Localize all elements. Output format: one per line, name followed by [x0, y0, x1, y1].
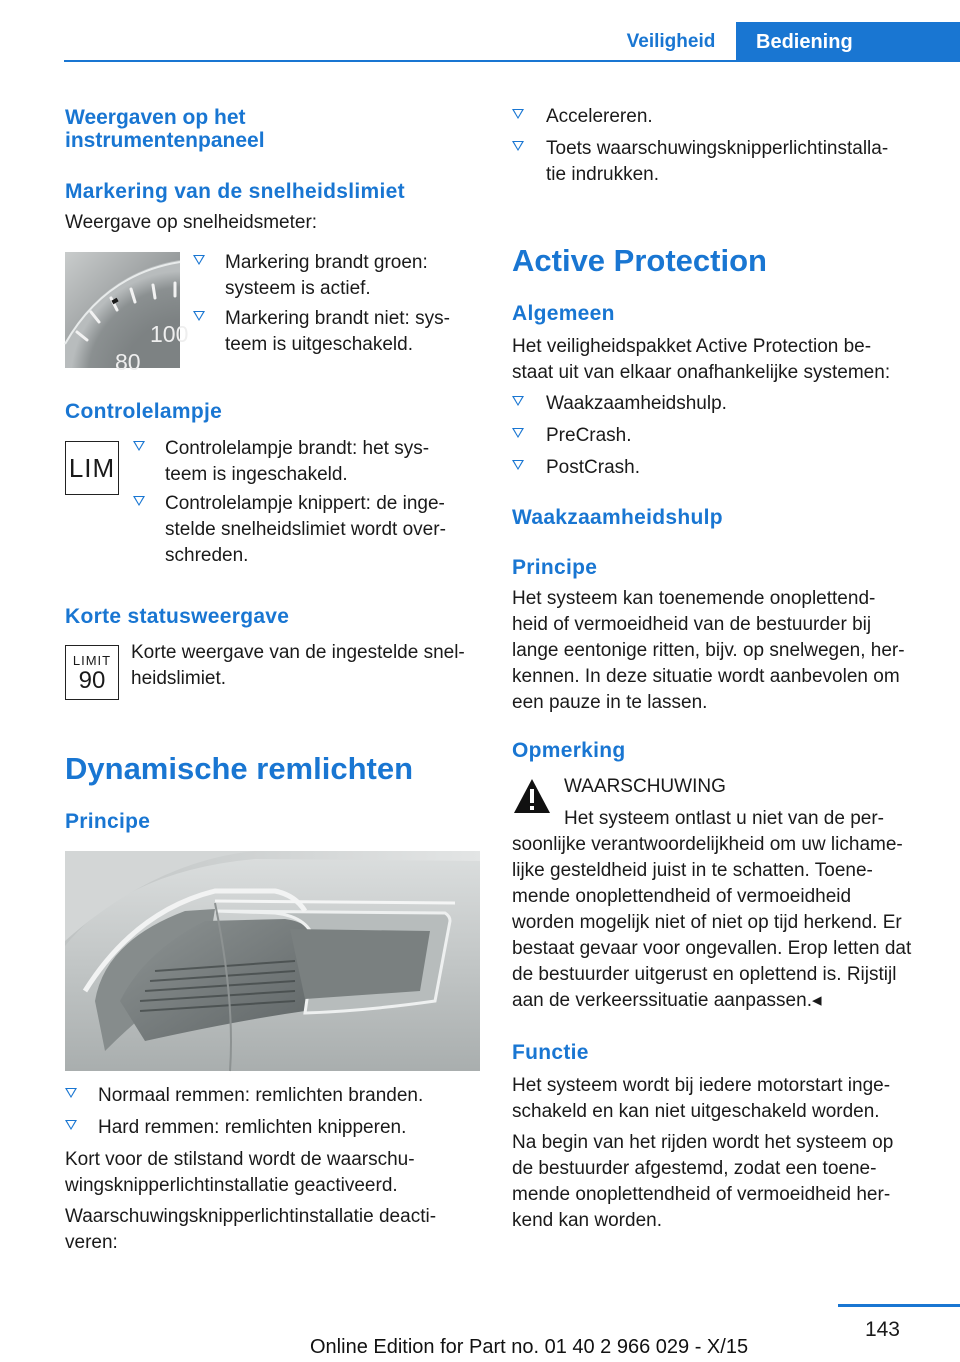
paragraph-functie-1: Het systeem wordt bij iedere motorstart inge- schakeld en kan niet uitgeschakeld worden. [512, 1075, 891, 1122]
heading-principe-right: Principe [512, 556, 598, 579]
tab-veiligheid[interactable]: Veiligheid [626, 31, 716, 52]
paragraph-korte-weergave: Korte weergave van de ingestelde snel- heidslimiet. [131, 642, 465, 689]
paragraph-kort-voor-stilstand: Kort voor de stilstand wordt de waarschu- wingsknipperlichtinstallatie geactiveerd. [65, 1149, 415, 1196]
heading-functie: Functie [512, 1041, 589, 1064]
list-item: Accelereren. [512, 104, 932, 130]
limit-display-icon: LIMIT 90 [65, 645, 119, 700]
heading-korte-statusweergave: Korte statusweergave [65, 605, 290, 628]
footer-edition: Online Edition for Part no. 01 40 2 966 029 - X/15 [310, 1336, 749, 1358]
heading-opmerking: Opmerking [512, 739, 626, 762]
list-item: Normaal remmen: remlichten branden. [65, 1083, 480, 1109]
list-item: PreCrash. [512, 423, 932, 449]
list-item: Toets waarschuwingsknipperlichtinstalla- tie indrukken. [512, 136, 932, 188]
heading-dynamische-remlichten: Dynamische remlichten [65, 751, 414, 786]
speedo-100: 100 [150, 321, 189, 347]
list-item: PostCrash. [512, 455, 932, 481]
header-rule [64, 60, 960, 62]
heading-controlelampje: Controlelampje [65, 400, 223, 423]
page-number: 143 [864, 1318, 900, 1341]
taillight-image [65, 851, 480, 1071]
heading-waakzaamheidshulp: Waakzaamheidshulp [512, 506, 723, 529]
paragraph-deactiveren: Waarschuwingsknipperlichtinstallatie deacti- veren: [65, 1206, 437, 1253]
warning-triangle-icon [512, 777, 552, 815]
lim-indicator-icon: LIM [65, 441, 119, 495]
warning-label: WAARSCHUWING [564, 776, 726, 797]
warning-text-first: Het systeem ontlast u niet van de per- [564, 808, 884, 829]
list-item: Waakzaamheidshulp. [512, 391, 932, 417]
list-item: Markering brandt groen: systeem is actief. [193, 250, 473, 302]
heading-principe: Principe [65, 810, 151, 833]
heading-markering: Markering van de snelheidslimiet [65, 180, 405, 203]
speedometer-image [65, 252, 189, 375]
paragraph-weergave-snelheidsmeter: Weergave op snelheidsmeter: [65, 212, 318, 233]
warning-text: soonlijke verantwoordelijkheid om uw lichame- lijke gesteldheid juist in te schatten. Toene- mende onoplettendheid of vermoeidheid worden mogelijk niet of niet op tijd herkend. Er bestaat gevaar voor ongevallen. Erop letten dat de bestuurder uitgerust en oplettend is. Rijstijl aan de verkeerssituatie aanpassen.◂ [512, 834, 912, 1011]
paragraph-algemeen: Het veiligheidspakket Active Protection be- staat uit van elkaar onafhankelijke systemen: [512, 336, 891, 383]
list-item: Controlelampje knippert: de inge- stelde snelheidslimiet wordt over- schreden. [133, 491, 478, 569]
paragraph-functie-2: Na begin van het rijden wordt het systeem op de bestuurder afgestemd, zodat een toene- mende onoplettendheid of vermoeidheid her- kend kan worden. [512, 1132, 894, 1231]
heading-algemeen: Algemeen [512, 302, 615, 325]
footer-rule [838, 1304, 960, 1307]
heading-active-protection: Active Protection [512, 243, 767, 278]
tab-bediening[interactable]: Bediening [736, 22, 960, 62]
paragraph-principe: Het systeem kan toenemende onoplettend- heid of vermoeidheid van de bestuurder bij lange eentonige ritten, bijv. op snelwegen, her- kennen. In deze situatie wordt aanbevolen om een pauze in te lassen. [512, 588, 905, 713]
list-item: Hard remmen: remlichten knipperen. [65, 1115, 480, 1141]
speedo-80: 80 [115, 349, 141, 375]
list-item: Controlelampje brandt: het sys- teem is ingeschakeld. [133, 436, 478, 488]
list-item: Markering brandt niet: sys- teem is uitgeschakeld. [193, 306, 473, 358]
heading-weergaven: Weergaven op het instrumentenpaneel [65, 106, 265, 152]
